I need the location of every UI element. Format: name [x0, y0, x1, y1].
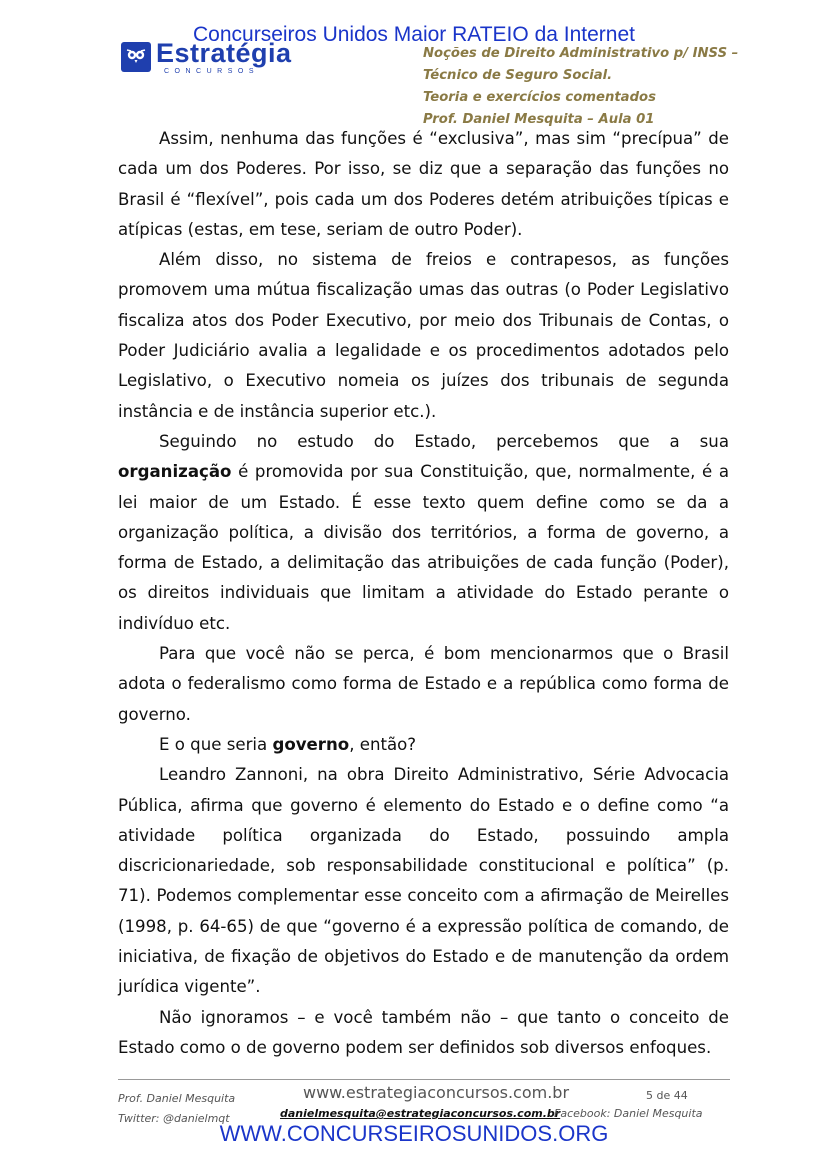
footer-twitter: Twitter: @danielmqt — [118, 1112, 230, 1125]
watermark-bottom: WWW.CONCURSEIROSUNIDOS.ORG — [219, 1121, 609, 1146]
paragraph: Além disso, no sistema de freios e contrapesos, as funções promovem uma mútua fiscalização umas das outras (o Poder Legislativo fiscaliza atos dos Poder Executivo, por meio dos Tribunais de Contas, o Poder Judiciário avalia a legalidade e os procedimentos adotados pelo Legislativo, o Executivo nomeia os juízes dos tribunais de segunda instância e de instância superior etc.). — [118, 250, 729, 421]
course-header — [423, 43, 753, 131]
owl-icon — [121, 42, 151, 72]
logo-subtitle: CONCURSOS — [164, 68, 260, 75]
page-number: 5 de 44 — [646, 1089, 688, 1102]
footer-divider — [118, 1079, 730, 1080]
watermark-top: Concurseiros Unidos Maior RATEIO da Internet — [193, 23, 635, 46]
course-type: Teoria e exercícios comentados — [423, 90, 656, 105]
paragraph: Leandro Zannoni, na obra Direito Administrativo, Série Advocacia Pública, afirma que governo é elemento do Estado e o define como “a atividade política organizada do Estado, possuindo ampla discricionariedade, sob responsabilidade constitucional e política” (p. 71). Podemos complementar esse conceito com a afirmação de Meirelles (1998, p. 64-65) de que “governo é a expressão política de comando, de iniciativa, de fixação de objetivos do Estado e de manutenção da ordem jurídica vigente”. — [118, 765, 729, 997]
bold-term: governo — [272, 734, 350, 754]
paragraph: Seguindo no estudo do Estado, percebemos que a sua organização é promovida por sua Constituição, que, normalmente, é a lei maior de um Estado. É esse texto quem define como se da a organização política, a divisão dos territórios, a forma de governo, a forma de Estado, a delimitação das atribuições de cada função (Poder), os direitos individuais que limitam a atividade do Estado perante o indivíduo etc. — [118, 431, 729, 633]
bold-term: organização — [118, 462, 232, 482]
course-position: Técnico de Seguro Social. — [423, 68, 613, 83]
paragraph: Assim, nenhuma das funções é “exclusiva”, mas sim “precípua” de cada um dos Poderes. Por isso, se diz que a separação das funções no Brasil é “flexível”, pois cada um dos Poderes detém atribuições típicas e atípicas (estas, em tese, seriam de outro Poder). — [118, 129, 729, 239]
course-professor: Prof. Daniel Mesquita – Aula 01 — [423, 112, 655, 127]
paragraph: Não ignoramos – e você também não – que tanto o conceito de Estado como o de governo podem ser definidos sob diversos enfoques. — [118, 1007, 729, 1057]
footer-email-link[interactable]: danielmesquita@estrategiaconcursos.com.br — [280, 1107, 561, 1120]
footer-professor: Prof. Daniel Mesquita — [118, 1092, 236, 1105]
footer-site-link[interactable]: www.estrategiaconcursos.com.br — [303, 1083, 570, 1102]
footer-facebook: Facebook: Daniel Mesquita — [554, 1107, 703, 1120]
paragraph: Para que você não se perca, é bom mencionarmos que o Brasil adota o federalismo como forma de Estado e a república como forma de governo. — [118, 644, 729, 724]
logo-name: Estratégia — [156, 38, 292, 68]
page-body — [118, 124, 729, 1063]
paragraph: E o que seria governo, então? — [159, 734, 417, 754]
course-title: Noções de Direito Administrativo p/ INSS – — [423, 46, 739, 61]
